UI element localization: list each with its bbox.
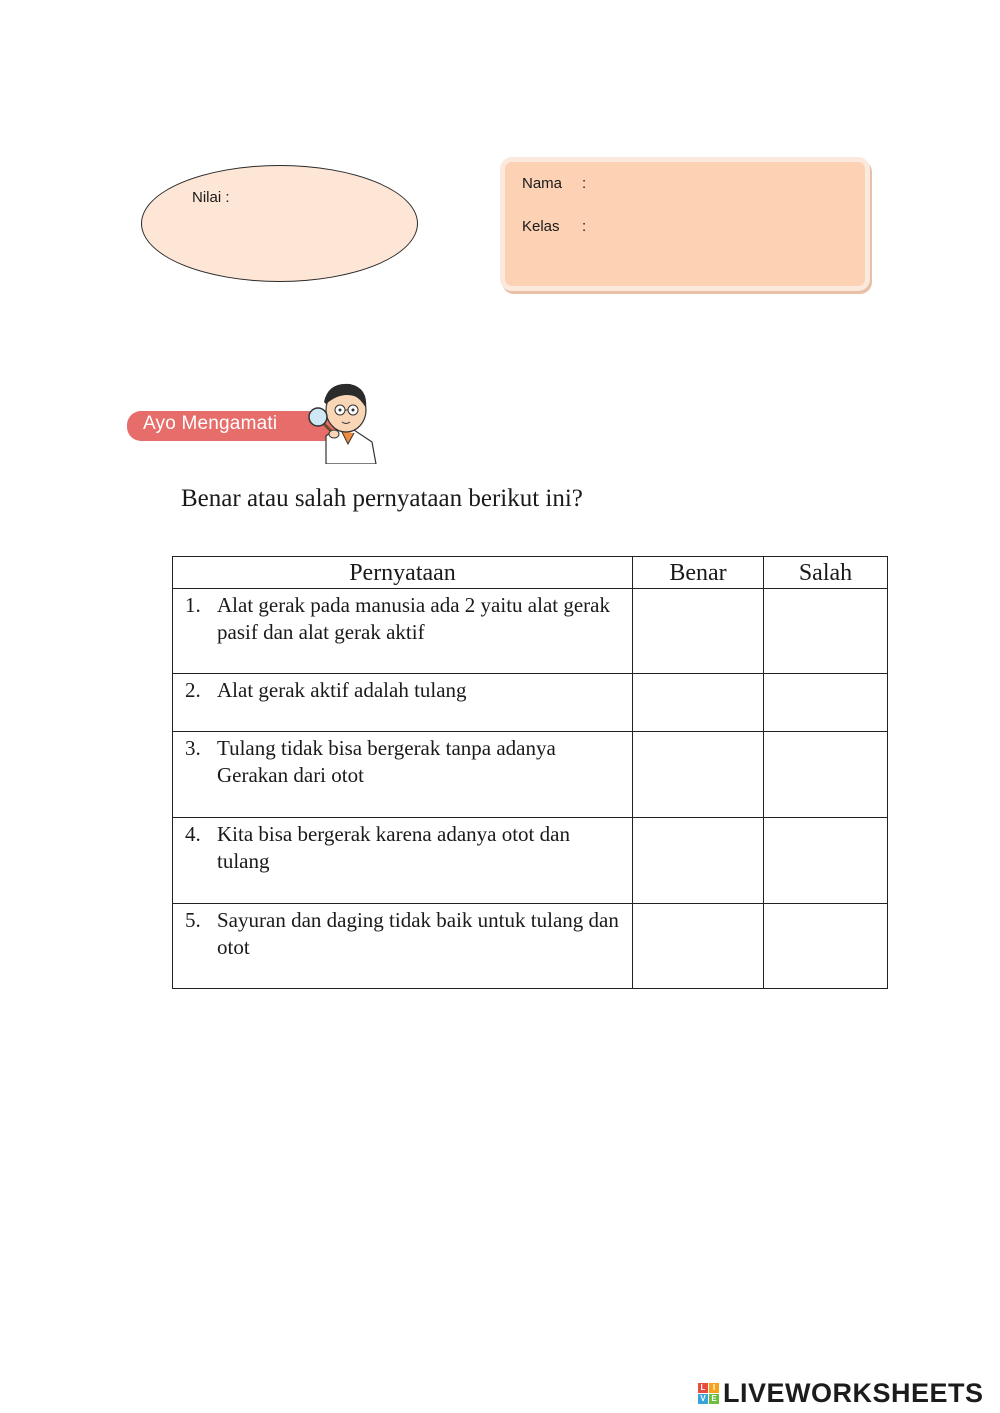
true-answer-cell[interactable] xyxy=(633,589,764,674)
statement-number: 2. xyxy=(185,678,201,702)
table-row xyxy=(173,904,888,989)
table-row xyxy=(173,818,888,904)
statement-number: 5. xyxy=(185,908,201,932)
statement-cell xyxy=(173,674,633,732)
statement-table xyxy=(172,556,888,989)
logo-wordmark: LIVEWORKSHEETS xyxy=(723,1378,984,1408)
false-answer-cell[interactable] xyxy=(764,589,888,674)
name-colon: : xyxy=(582,175,587,192)
statement-text: Sayuran dan daging tidak baik untuk tulang dan otot xyxy=(217,908,619,959)
table-row xyxy=(173,732,888,818)
name-row xyxy=(522,175,586,192)
header-false: Salah xyxy=(764,557,888,589)
table-row xyxy=(173,589,888,674)
statement-text: Tulang tidak bisa bergerak tanpa adanya Gerakan dari otot xyxy=(217,736,556,787)
false-answer-cell[interactable] xyxy=(764,904,888,989)
header-true: Benar xyxy=(633,557,764,589)
class-colon: : xyxy=(582,218,587,235)
statement-number: 4. xyxy=(185,822,201,846)
true-answer-cell[interactable] xyxy=(633,818,764,904)
statement-cell xyxy=(173,732,633,818)
logo-badge-icon: L I V E xyxy=(698,1383,719,1404)
true-answer-cell[interactable] xyxy=(633,674,764,732)
statement-cell xyxy=(173,904,633,989)
true-answer-cell[interactable] xyxy=(633,904,764,989)
false-answer-cell[interactable] xyxy=(764,674,888,732)
statement-number: 3. xyxy=(185,736,201,760)
instruction-text: Benar atau salah pernyataan berikut ini? xyxy=(181,485,583,512)
table-header-row xyxy=(173,557,888,589)
name-label: Nama xyxy=(522,175,563,192)
score-label: Nilai : xyxy=(192,189,230,206)
section-banner-label: Ayo Mengamati xyxy=(143,413,278,434)
statement-cell xyxy=(173,818,633,904)
liveworksheets-logo xyxy=(698,1378,984,1409)
class-row xyxy=(522,218,586,235)
statement-number: 1. xyxy=(185,593,201,617)
score-oval xyxy=(141,165,418,282)
false-answer-cell[interactable] xyxy=(764,732,888,818)
statement-text: Kita bisa bergerak karena adanya otot dan tulang xyxy=(217,822,570,873)
boy-with-magnifier-illustration xyxy=(296,378,378,464)
class-label: Kelas xyxy=(522,218,560,235)
statement-text: Alat gerak pada manusia ada 2 yaitu alat gerak pasif dan alat gerak aktif xyxy=(217,593,610,644)
table-row xyxy=(173,674,888,732)
statement-text: Alat gerak aktif adalah tulang xyxy=(217,678,467,702)
statement-cell xyxy=(173,589,633,674)
true-answer-cell[interactable] xyxy=(633,732,764,818)
false-answer-cell[interactable] xyxy=(764,818,888,904)
header-statement: Pernyataan xyxy=(173,557,633,589)
